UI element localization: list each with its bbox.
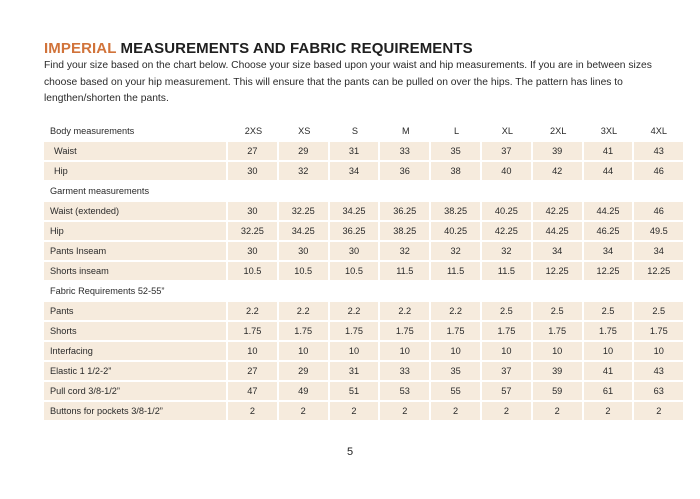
row-label: Waist — [44, 142, 228, 160]
table-cell: 2.5 — [482, 302, 533, 320]
table-cell: 38.25 — [380, 222, 431, 240]
table-cell: 2.2 — [279, 302, 330, 320]
table-cell: 53 — [380, 382, 431, 400]
table-cell: 36.25 — [380, 202, 431, 220]
table-cell: 34 — [584, 242, 635, 260]
table-cell: 57 — [482, 382, 533, 400]
garment-measurements-heading: Garment measurements — [50, 186, 150, 196]
table-row — [44, 242, 683, 260]
table-cell: 29 — [279, 142, 330, 160]
section-row — [44, 182, 683, 200]
table-cell: 12.25 — [634, 262, 683, 280]
table-cell: 46.25 — [584, 222, 635, 240]
row-label: Pull cord 3/8-1/2” — [44, 382, 228, 400]
table-cell: 39 — [533, 362, 584, 380]
table-cell: 42.25 — [533, 202, 584, 220]
table-row — [44, 202, 683, 220]
table-cell: 10 — [431, 342, 482, 360]
table-row — [44, 342, 683, 360]
table-row — [44, 382, 683, 400]
table-cell: 27 — [228, 142, 279, 160]
table-cell: 1.75 — [482, 322, 533, 340]
table-cell: 36 — [380, 162, 431, 180]
table-cell: 27 — [228, 362, 279, 380]
table-cell: 10.5 — [330, 262, 381, 280]
table-cell: 2 — [634, 402, 683, 420]
table-row — [44, 162, 683, 180]
table-cell: 34 — [634, 242, 683, 260]
table-cell: 2.5 — [533, 302, 584, 320]
table-cell: 11.5 — [482, 262, 533, 280]
table-cell: 30 — [228, 202, 279, 220]
table-cell: 2.5 — [634, 302, 683, 320]
table-cell: 2.2 — [330, 302, 381, 320]
table-cell: 49.5 — [634, 222, 683, 240]
row-label: Buttons for pockets 3/8-1/2” — [44, 402, 228, 420]
size-header: 3XL — [600, 126, 618, 136]
table-cell: 2.2 — [431, 302, 482, 320]
section-row — [44, 282, 683, 300]
row-label: Pants Inseam — [44, 242, 228, 260]
table-cell: 1.75 — [279, 322, 330, 340]
size-header: XL — [501, 126, 513, 136]
table-cell: 32 — [380, 242, 431, 260]
table-cell: 42.25 — [482, 222, 533, 240]
table-cell: 30 — [228, 242, 279, 260]
table-cell: 41 — [584, 142, 635, 160]
table-cell: 33 — [380, 142, 431, 160]
table-cell: 61 — [584, 382, 635, 400]
table-cell: 32.25 — [279, 202, 330, 220]
table-row — [44, 142, 683, 160]
table-cell: 2 — [431, 402, 482, 420]
table-cell: 2 — [380, 402, 431, 420]
row-label: Hip — [44, 162, 228, 180]
table-cell: 11.5 — [431, 262, 482, 280]
size-header: S — [351, 126, 359, 136]
table-cell: 42 — [533, 162, 584, 180]
title-rest: MEASUREMENTS AND FABRIC REQUIREMENTS — [116, 40, 473, 57]
table-cell: 47 — [228, 382, 279, 400]
table-cell: 10 — [228, 342, 279, 360]
table-cell: 34.25 — [330, 202, 381, 220]
table-cell: 2 — [533, 402, 584, 420]
row-label: Pants — [44, 302, 228, 320]
table-row — [44, 402, 683, 420]
table-cell: 55 — [431, 382, 482, 400]
table-cell: 2 — [482, 402, 533, 420]
size-header: M — [401, 126, 410, 136]
table-cell: 2 — [584, 402, 635, 420]
table-cell: 29 — [279, 362, 330, 380]
table-cell: 43 — [634, 362, 683, 380]
table-row — [44, 262, 683, 280]
table-cell: 35 — [431, 362, 482, 380]
table-cell: 32 — [279, 162, 330, 180]
table-cell: 38 — [431, 162, 482, 180]
size-chart-table — [44, 120, 683, 422]
intro-paragraph: Find your size based on the chart below. Choose your size based upon your waist and hip measurements. If you are in between sizes choose based on your hip measurement. This will ensure that the pants can be pulled on over the hips. The pattern has lines to lengthen/shorten the pants. — [44, 60, 652, 104]
table-cell: 31 — [330, 142, 381, 160]
row-label: Elastic 1 1/2-2” — [44, 362, 228, 380]
table-cell: 10 — [330, 342, 381, 360]
table-cell: 1.75 — [380, 322, 431, 340]
table-cell: 31 — [330, 362, 381, 380]
table-cell: 35 — [431, 142, 482, 160]
table-cell: 1.75 — [584, 322, 635, 340]
table-cell: 51 — [330, 382, 381, 400]
table-cell: 34.25 — [279, 222, 330, 240]
table-cell: 11.5 — [380, 262, 431, 280]
table-cell: 34 — [330, 162, 381, 180]
table-cell: 38.25 — [431, 202, 482, 220]
table-cell: 40 — [482, 162, 533, 180]
table-cell: 30 — [330, 242, 381, 260]
table-cell: 10.5 — [279, 262, 330, 280]
table-cell: 2 — [279, 402, 330, 420]
table-cell: 32 — [482, 242, 533, 260]
table-cell: 59 — [533, 382, 584, 400]
table-header-row — [44, 122, 683, 140]
table-cell: 10 — [533, 342, 584, 360]
body-measurements-heading: Body measurements — [50, 126, 135, 136]
table-cell: 32.25 — [228, 222, 279, 240]
table-cell: 44.25 — [533, 222, 584, 240]
table-cell: 10 — [482, 342, 533, 360]
title-accent: IMPERIAL — [44, 40, 117, 57]
fabric-requirements-heading: Fabric Requirements 52-55” — [50, 286, 165, 296]
size-header: 2XL — [550, 126, 567, 136]
row-label: Interfacing — [44, 342, 228, 360]
table-cell: 1.75 — [431, 322, 482, 340]
table-cell: 1.75 — [330, 322, 381, 340]
table-cell: 2.2 — [228, 302, 279, 320]
size-header: XS — [298, 126, 311, 136]
table-cell: 46 — [634, 202, 683, 220]
table-cell: 46 — [634, 162, 683, 180]
table-cell: 49 — [279, 382, 330, 400]
table-cell: 12.25 — [584, 262, 635, 280]
table-cell: 10 — [380, 342, 431, 360]
table-cell: 10 — [584, 342, 635, 360]
table-cell: 10 — [279, 342, 330, 360]
table-cell: 1.75 — [634, 322, 683, 340]
table-cell: 30 — [228, 162, 279, 180]
table-row — [44, 362, 683, 380]
table-cell: 44.25 — [584, 202, 635, 220]
size-header: L — [454, 126, 460, 136]
size-header: 2XS — [244, 126, 263, 136]
table-cell: 40.25 — [431, 222, 482, 240]
table-cell: 32 — [431, 242, 482, 260]
table-cell: 39 — [533, 142, 584, 160]
page-number: 5 — [346, 446, 354, 458]
row-label: Hip — [44, 222, 228, 240]
size-header: 4XL — [650, 126, 667, 136]
table-cell: 40.25 — [482, 202, 533, 220]
table-cell: 2.5 — [584, 302, 635, 320]
table-cell: 1.75 — [228, 322, 279, 340]
table-cell: 33 — [380, 362, 431, 380]
table-cell: 10.5 — [228, 262, 279, 280]
table-cell: 2 — [330, 402, 381, 420]
table-cell: 1.75 — [533, 322, 584, 340]
table-cell: 37 — [482, 142, 533, 160]
table-cell: 63 — [634, 382, 683, 400]
page-title — [44, 40, 473, 57]
table-cell: 30 — [279, 242, 330, 260]
row-label: Shorts — [44, 322, 228, 340]
table-cell: 41 — [584, 362, 635, 380]
table-row — [44, 302, 683, 320]
table-cell: 10 — [634, 342, 683, 360]
table-cell: 43 — [634, 142, 683, 160]
table-cell: 36.25 — [330, 222, 381, 240]
row-label: Shorts inseam — [44, 262, 228, 280]
table-row — [44, 222, 683, 240]
table-cell: 2 — [228, 402, 279, 420]
table-cell: 37 — [482, 362, 533, 380]
table-cell: 12.25 — [533, 262, 584, 280]
table-row — [44, 322, 683, 340]
table-cell: 2.2 — [380, 302, 431, 320]
table-cell: 44 — [584, 162, 635, 180]
table-cell: 34 — [533, 242, 584, 260]
row-label: Waist (extended) — [44, 202, 228, 220]
